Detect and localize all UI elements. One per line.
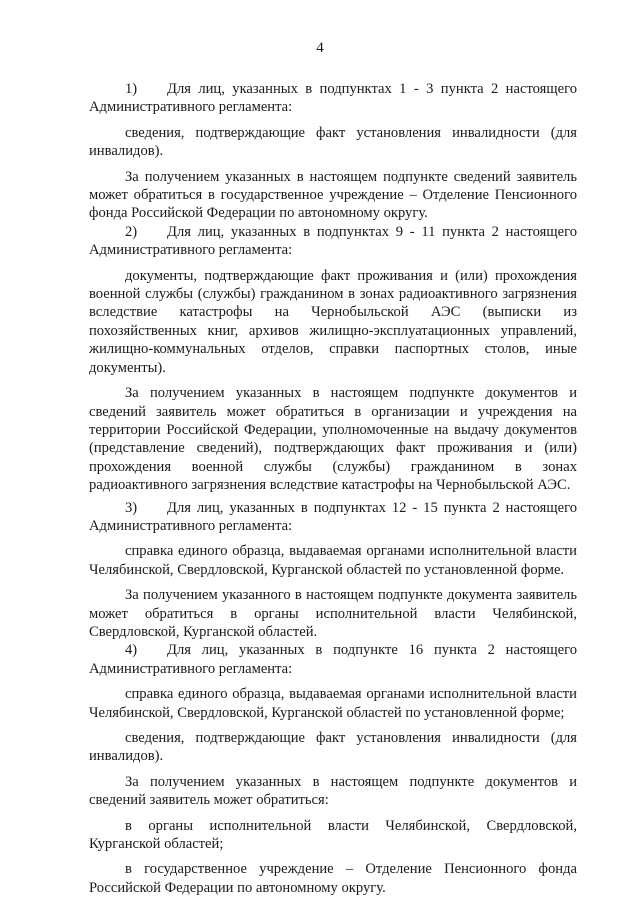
paragraph-item-3	[89, 499, 577, 536]
paragraph: справка единого образца, выдаваемая органами исполнительной власти Челябинской, Свердловской, Курганской областей по установленной форме;	[89, 686, 577, 721]
item-1-text: Для лиц, указанных в подпунктах 1 - 3 пункта 2 настоящего Административного регламента:	[89, 81, 577, 116]
paragraph: За получением указанных в настоящем подпункте документов и сведений заявитель может обратиться:	[89, 773, 577, 809]
paragraph: сведения, подтверждающие факт установления инвалидности (для инвалидов).	[89, 124, 577, 160]
paragraph: За получением указанного в настоящем подпункте документа заявитель может обратиться в органы исполнительной власти Челябинской, Свердловской, Курганской областей.	[89, 587, 577, 640]
item-number-3: 3)	[125, 499, 138, 516]
paragraph-item-2	[89, 223, 577, 260]
item-number-1: 1)	[125, 81, 138, 97]
item-3-text: Для лиц, указанных в подпунктах 12 - 15 пункта 2 настоящего Административного регламента:	[89, 499, 577, 534]
item-2-text: Для лиц, указанных в подпунктах 9 - 11 пункта 2 настоящего Административного регламента:	[89, 223, 577, 259]
paragraph: справка единого образца, выдаваемая органами исполнительной власти Челябинской, Свердловской, Курганской областей по установленной форме.	[89, 543, 577, 578]
paragraph-item-1	[89, 80, 577, 117]
item-number-2: 2)	[125, 223, 138, 240]
page-number: 4	[316, 40, 324, 56]
item-number-4: 4)	[125, 642, 138, 659]
paragraph: документы, подтверждающие факт проживания и (или) прохождения военной службы (службы) гражданином в зонах радиоактивного загрязнения вследствие катастрофы на Чернобыльской АЭС (выписки из похозяйственных книг, архивов жилищно-эксплуатационных управлений, жилищно-коммунальных отделов, справки паспортных столов, иные документы).	[89, 267, 577, 376]
paragraph: сведения, подтверждающие факт установления инвалидности (для инвалидов).	[89, 730, 577, 765]
paragraph-item-4	[89, 641, 577, 678]
paragraph: За получением указанных в настоящем подпункте сведений заявитель может обратиться в государственное учреждение – Отделение Пенсионного фонда Российской Федерации по автономному округу.	[89, 168, 577, 222]
paragraph: в органы исполнительной власти Челябинской, Свердловской, Курганской областей;	[89, 817, 577, 853]
paragraph: в государственное учреждение – Отделение Пенсионного фонда Российской Федерации по автономному округу.	[89, 861, 577, 896]
document-body	[89, 80, 577, 897]
item-4-text: Для лиц, указанных в подпункте 16 пункта 2 настоящего Административного регламента:	[89, 642, 577, 677]
paragraph: За получением указанных в настоящем подпункте документов и сведений заявитель может обратиться в организации и учреждения на территории Российской Федерации, уполномоченные на выдачу документов (представление сведений), подтверждающих факт проживания и (или) прохождения военной службы (службы) гражданином в зонах радиоактивного загрязнения вследствие катастрофы на Чернобыльской АЭС.	[89, 385, 577, 494]
